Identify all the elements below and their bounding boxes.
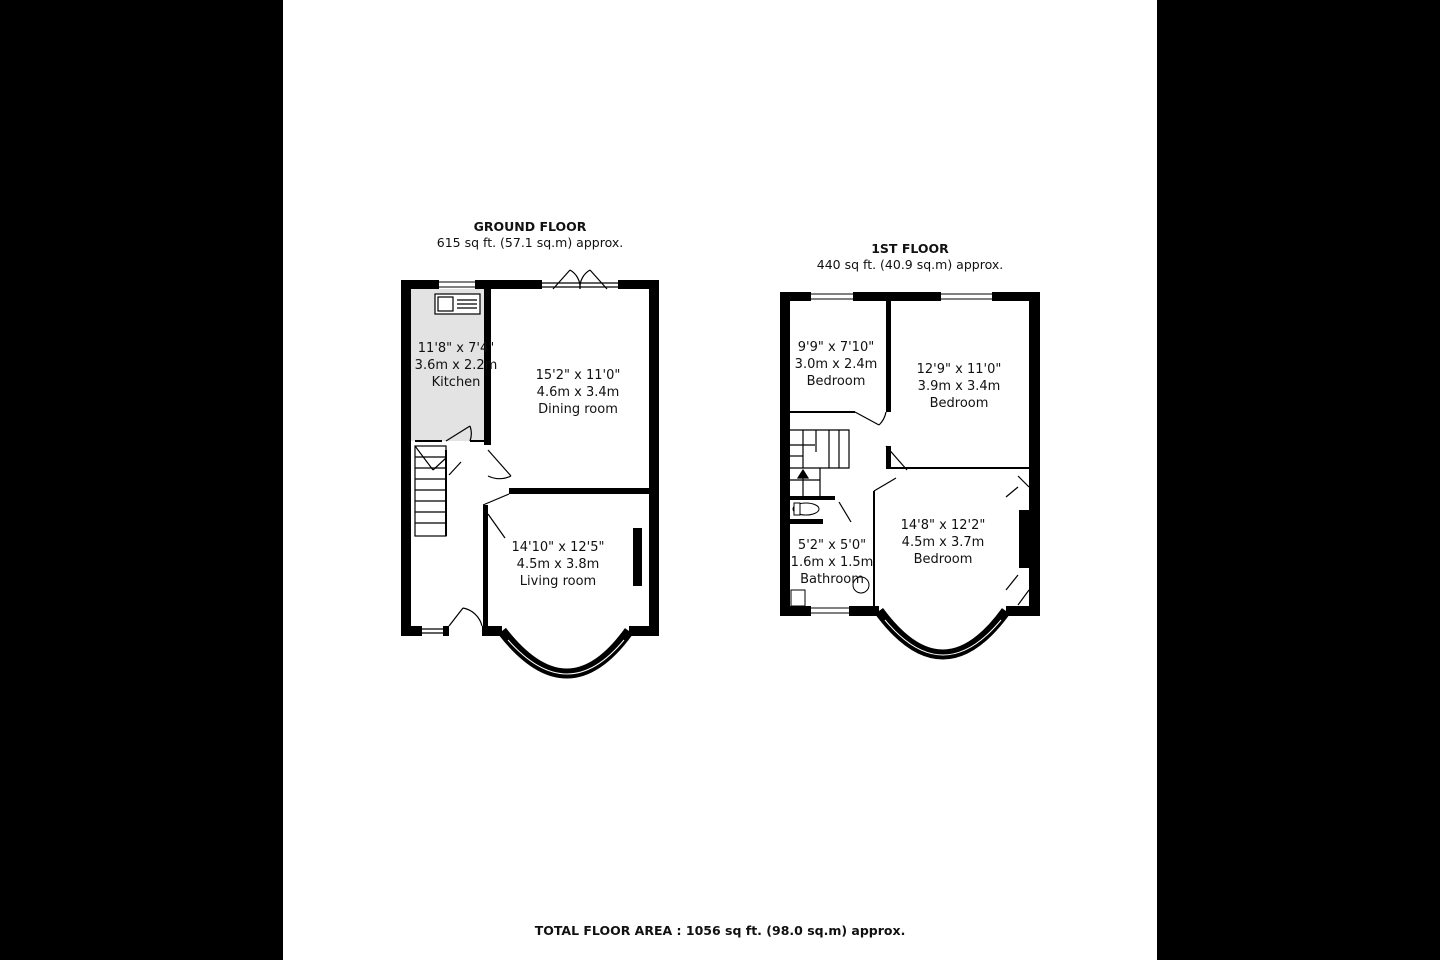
room-label-bedroom-small [776, 339, 896, 390]
room-label-dining-room [508, 367, 648, 418]
room-label-bedroom-rear [889, 361, 1029, 412]
room-name: Bedroom [913, 552, 973, 567]
room-dimensions-imperial: 12'9" x 11'0" [916, 362, 1002, 377]
kitchen-sink [435, 294, 480, 314]
room-dimensions-imperial: 11'8" x 7'4" [417, 341, 495, 356]
room-dimensions-imperial: 9'9" x 7'10" [797, 340, 875, 355]
first-floor-header [780, 241, 1040, 273]
room-dimensions-metric: 3.9m x 3.4m [917, 379, 1001, 394]
first-floor-title: 1ST FLOOR [871, 241, 949, 256]
living-room-bay-window [502, 631, 629, 674]
bedroom-bay-window [879, 611, 1006, 655]
room-dimensions-metric: 4.5m x 3.8m [516, 557, 600, 572]
room-name: Bedroom [806, 374, 866, 389]
room-dimensions-metric: 4.5m x 3.7m [901, 535, 985, 550]
room-dimensions-imperial: 14'8" x 12'2" [900, 518, 986, 533]
ground-floor-area: 615 sq ft. (57.1 sq.m) approx. [436, 235, 624, 250]
floorplan-sheet [283, 0, 1157, 960]
total-floor-area: TOTAL FLOOR AREA : 1056 sq ft. (98.0 sq.m) approx. [534, 923, 906, 938]
room-name: Kitchen [431, 375, 481, 390]
room-dimensions-imperial: 5'2" x 5'0" [797, 538, 867, 553]
room-dimensions-imperial: 14'10" x 12'5" [511, 540, 605, 555]
room-dimensions-metric: 3.0m x 2.4m [794, 357, 878, 372]
room-name: Bathroom [800, 572, 864, 587]
room-dimensions-imperial: 15'2" x 11'0" [535, 368, 621, 383]
floorplan-drawing [283, 0, 1157, 960]
ground-floor-title: GROUND FLOOR [473, 219, 587, 234]
room-name: Bedroom [929, 396, 989, 411]
ground-floor-inner-walls [415, 441, 488, 536]
ground-floor-header [400, 219, 660, 251]
room-dimensions-metric: 3.6m x 2.2m [414, 358, 498, 373]
first-floor-stairs [790, 430, 849, 496]
room-label-kitchen [396, 340, 516, 391]
ground-floor-stairs [415, 446, 446, 536]
dining-french-doors [542, 270, 618, 289]
room-name: Dining room [538, 402, 618, 417]
room-name: Living room [519, 574, 597, 589]
room-label-bathroom [782, 537, 882, 588]
kitchen-window [439, 282, 475, 287]
room-label-living-room [488, 539, 628, 590]
ground-floor-plan [401, 270, 659, 674]
room-dimensions-metric: 4.6m x 3.4m [536, 385, 620, 400]
first-floor-area: 440 sq ft. (40.9 sq.m) approx. [816, 257, 1004, 272]
room-dimensions-metric: 1.6m x 1.5m [790, 555, 874, 570]
room-label-bedroom-front [873, 517, 1013, 568]
